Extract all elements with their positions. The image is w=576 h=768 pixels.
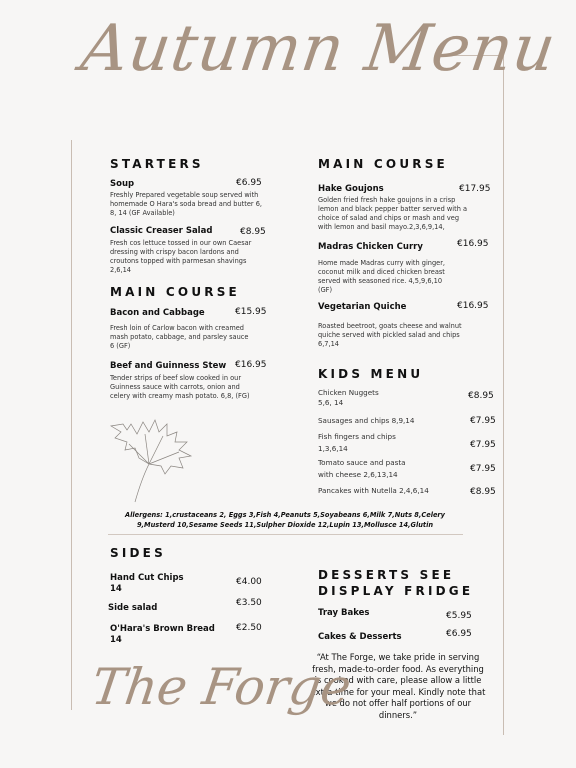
side-bread-codes: 14 [110, 635, 122, 645]
kids-pancakes-price: €8.95 [470, 487, 496, 497]
desserts-heading-line2: DISPLAY FRIDGE [318, 584, 474, 598]
dessert-traybakes-name: Tray Bakes [318, 608, 370, 618]
kids-nuggets-codes: 5,6, 14 [318, 398, 344, 407]
starter-soup-desc: Freshly Prepared vegetable soup served with homemade O Hara's soda bread and butter 6, 8, 14 (GF Available) [110, 191, 262, 217]
kids-sausages-price: €7.95 [470, 416, 496, 426]
dessert-cakes-name: Cakes & Desserts [318, 632, 402, 642]
main-curry-desc: Home made Madras curry with ginger, coconut milk and diced chicken breast served with seasoned rice. 4,5,9,6,10 (GF) [318, 259, 446, 294]
starter-salad-price: €8.95 [240, 227, 266, 237]
side-chips-name: Hand Cut Chips [110, 573, 184, 583]
allergens-note: Allergens: 1,crustaceans 2, Eggs 3,Fish 4,Peanuts 5,Soyabeans 6,Milk 7,Nuts 8,Celery 9,Musterd 10,Sesame Seeds 11,Sulpher Dioxide 12,Lupin 13,Mollusce 14,Glutin [125, 511, 445, 529]
kids-nuggets-price: €8.95 [468, 391, 494, 401]
main-quiche-desc: Roasted beetroot, goats cheese and walnut quiche served with pickled salad and chips 6,7,14 [318, 322, 462, 348]
main-stew-price: €16.95 [235, 360, 267, 370]
main-bacon-desc: Fresh loin of Carlow bacon with creamed mash potato, cabbage, and parsley sauce 6 (GF) [110, 324, 249, 350]
kids-fish-price: €7.95 [470, 440, 496, 450]
side-chips-codes: 14 [110, 584, 122, 594]
starter-salad-desc: Fresh cos lettuce tossed in our own Caesar dressing with crispy bacon lardons and croutons topped with parmesan shavings 2,6,14 [110, 239, 252, 274]
kids-heading: KIDS MENU [318, 367, 424, 381]
starter-soup-price: €6.95 [236, 178, 262, 188]
section-divider [108, 534, 463, 535]
main-stew-name: Beef and Guinness Stew [110, 361, 227, 371]
starter-salad-name: Classic Creaser Salad [110, 226, 213, 236]
main-curry-name: Madras Chicken Curry [318, 242, 423, 252]
kitchen-note-quote: “At The Forge, we take pride in serving fresh, made-to-order food. As everything is cooked with care, please allow a little extra time for your meal. Kindly note that we do not offer half portions of our dinners.” [310, 652, 486, 720]
main-quiche-name: Vegetarian Quiche [318, 302, 407, 312]
maple-leaf-icon [105, 418, 197, 506]
kids-pancakes-name: Pancakes with Nutella 2,4,6,14 [318, 486, 429, 495]
side-salad-name: Side salad [108, 603, 158, 613]
side-salad-price: €3.50 [236, 598, 262, 608]
main-bacon-price: €15.95 [235, 307, 267, 317]
main-hake-desc: Golden fried fresh hake goujons in a crisp lemon and black pepper batter served with a choice of salad and chips or mash and veg with lemon and basil mayo.2,3,6,9,14, [318, 196, 468, 231]
side-bread-name: O'Hara's Brown Bread [110, 624, 215, 634]
kids-pasta-name: Tomato sauce and pasta [318, 458, 406, 467]
dessert-cakes-price: €6.95 [446, 629, 472, 639]
main-hake-price: €17.95 [459, 184, 491, 194]
kids-fish-name: Fish fingers and chips [318, 432, 396, 441]
starters-heading: STARTERS [110, 157, 204, 171]
kids-nuggets-name: Chicken Nuggets [318, 388, 379, 397]
kids-fish-codes: 1,3,6,14 [318, 444, 348, 453]
main-quiche-price: €16.95 [457, 301, 489, 311]
main-bacon-name: Bacon and Cabbage [110, 308, 205, 318]
frame-line-left [71, 140, 72, 710]
kids-sausages-name: Sausages and chips 8,9,14 [318, 416, 415, 425]
kids-pasta-codes: with cheese 2,6,13,14 [318, 470, 398, 479]
menu-title: Autumn Menu [76, 12, 561, 86]
desserts-heading-line1: DESSERTS SEE [318, 568, 455, 582]
side-bread-price: €2.50 [236, 623, 262, 633]
main-curry-price: €16.95 [457, 239, 489, 249]
kids-pasta-price: €7.95 [470, 464, 496, 474]
main-left-heading: MAIN COURSE [110, 285, 240, 299]
main-stew-desc: Tender strips of beef slow cooked in our Guinness sauce with carrots, onion and celery with creamy mash potato. 6,8, (FG) [110, 374, 250, 400]
brand-signature: The Forge [87, 658, 355, 716]
frame-line-right [503, 55, 504, 735]
main-right-heading: MAIN COURSE [318, 157, 448, 171]
starter-soup-name: Soup [110, 179, 135, 189]
side-chips-price: €4.00 [236, 577, 262, 587]
sides-heading: SIDES [110, 546, 166, 560]
dessert-traybakes-price: €5.95 [446, 611, 472, 621]
main-hake-name: Hake Goujons [318, 184, 384, 194]
